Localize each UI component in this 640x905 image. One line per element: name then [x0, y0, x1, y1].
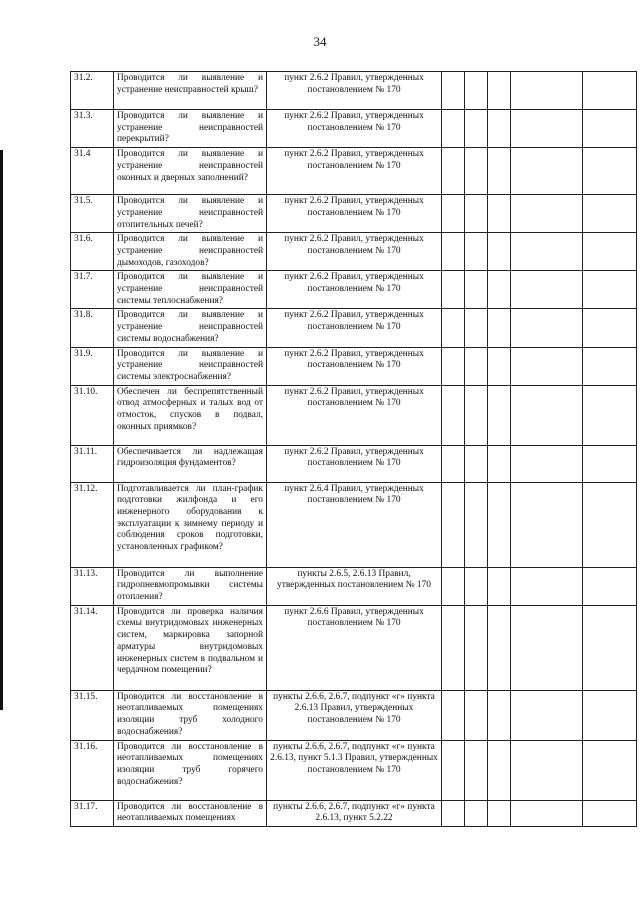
page-number: 34 [313, 34, 327, 49]
row-question: Проводится ли выявление и устранение неисправностей дымоходов, газоходов? [114, 233, 267, 271]
answer-cell[interactable] [511, 740, 583, 800]
answer-cell[interactable] [583, 309, 637, 347]
answer-cell[interactable] [511, 690, 583, 740]
row-reference: пункт 2.6.2 Правил, утвержденных постановлением № 170 [267, 271, 442, 309]
table-row [71, 690, 637, 740]
row-question: Проводится ли выявление и устранение неисправностей системы теплоснабжения? [114, 271, 267, 309]
row-reference: пункты 2.6.5, 2.6.13 Правил, утвержденных постановлением № 170 [267, 567, 442, 605]
answer-cell[interactable] [465, 690, 488, 740]
answer-cell[interactable] [583, 385, 637, 445]
checklist-body [71, 72, 637, 827]
answer-cell[interactable] [442, 605, 465, 690]
table-row [71, 195, 637, 233]
row-reference: пункт 2.6.2 Правил, утвержденных постановлением № 170 [267, 309, 442, 347]
answer-cell[interactable] [488, 482, 511, 567]
row-number: 31.15. [71, 690, 114, 740]
row-reference: пункт 2.6.2 Правил, утвержденных постановлением № 170 [267, 195, 442, 233]
answer-cell[interactable] [442, 347, 465, 385]
table-row [71, 567, 637, 605]
row-reference: пункт 2.6.2 Правил, утвержденных постановлением № 170 [267, 347, 442, 385]
row-reference: пункты 2.6.6, 2.6.7, подпункт «г» пункта 2.6.13 Правил, утвержденных постановлением № 170 [267, 690, 442, 740]
answer-cell[interactable] [488, 271, 511, 309]
row-number: 31.7. [71, 271, 114, 309]
answer-cell[interactable] [488, 110, 511, 148]
row-question: Проводится ли выявление и устранение неисправностей системы водоснабжения? [114, 309, 267, 347]
answer-cell[interactable] [465, 233, 488, 271]
row-number: 31.17. [71, 800, 114, 826]
answer-cell[interactable] [465, 567, 488, 605]
answer-cell[interactable] [442, 482, 465, 567]
answer-cell[interactable] [583, 195, 637, 233]
answer-cell[interactable] [511, 195, 583, 233]
table-row [71, 385, 637, 445]
row-reference: пункт 2.6.2 Правил, утвержденных постановлением № 170 [267, 148, 442, 195]
row-reference: пункт 2.6.2 Правил, утвержденных постановлением № 170 [267, 110, 442, 148]
table-row [71, 72, 637, 110]
answer-cell[interactable] [583, 605, 637, 690]
answer-cell[interactable] [465, 800, 488, 826]
row-number: 31.9. [71, 347, 114, 385]
row-question: Обеспечивается ли надлежащая гидроизоляция фундаментов? [114, 445, 267, 482]
answer-cell[interactable] [583, 482, 637, 567]
answer-cell[interactable] [442, 233, 465, 271]
row-reference: пункт 2.6.2 Правил, утвержденных постановлением № 170 [267, 385, 442, 445]
row-number: 31.13. [71, 567, 114, 605]
answer-cell[interactable] [488, 690, 511, 740]
answer-cell[interactable] [488, 385, 511, 445]
answer-cell[interactable] [488, 195, 511, 233]
row-number: 31.5. [71, 195, 114, 233]
table-row [71, 482, 637, 567]
answer-cell[interactable] [465, 72, 488, 110]
row-question: Проводится ли выявление и устранение неисправностей перекрытий? [114, 110, 267, 148]
table-row [71, 605, 637, 690]
row-reference: пункт 2.6.2 Правил, утвержденных постановлением № 170 [267, 445, 442, 482]
answer-cell[interactable] [583, 800, 637, 826]
answer-cell[interactable] [488, 445, 511, 482]
answer-cell[interactable] [442, 385, 465, 445]
answer-cell[interactable] [488, 800, 511, 826]
answer-cell[interactable] [583, 72, 637, 110]
margin-mark [0, 150, 3, 710]
answer-cell[interactable] [583, 740, 637, 800]
row-reference: пункт 2.6.2 Правил, утвержденных постановлением № 170 [267, 72, 442, 110]
checklist-table [70, 71, 637, 827]
answer-cell[interactable] [583, 110, 637, 148]
answer-cell[interactable] [488, 148, 511, 195]
row-question: Проводится ли восстановление в неотапливаемых помещениях [114, 800, 267, 826]
answer-cell[interactable] [511, 567, 583, 605]
table-row [71, 347, 637, 385]
answer-cell[interactable] [511, 309, 583, 347]
answer-cell[interactable] [511, 385, 583, 445]
answer-cell[interactable] [442, 309, 465, 347]
answer-cell[interactable] [488, 309, 511, 347]
row-number: 31.8. [71, 309, 114, 347]
answer-cell[interactable] [488, 347, 511, 385]
table-row [71, 740, 637, 800]
table-row [71, 233, 637, 271]
answer-cell[interactable] [488, 72, 511, 110]
row-question: Проводится ли восстановление в неотапливаемых помещениях изоляции труб горячего водоснабжения? [114, 740, 267, 800]
answer-cell[interactable] [488, 567, 511, 605]
row-question: Проводится ли выявление и устранение неисправностей системы электроснабжения? [114, 347, 267, 385]
answer-cell[interactable] [442, 690, 465, 740]
answer-cell[interactable] [511, 347, 583, 385]
answer-cell[interactable] [488, 740, 511, 800]
answer-cell[interactable] [511, 445, 583, 482]
row-number: 31.12. [71, 482, 114, 567]
answer-cell[interactable] [465, 309, 488, 347]
table-row [71, 271, 637, 309]
answer-cell[interactable] [465, 271, 488, 309]
answer-cell[interactable] [442, 445, 465, 482]
answer-cell[interactable] [442, 148, 465, 195]
row-number: 31.6. [71, 233, 114, 271]
answer-cell[interactable] [465, 148, 488, 195]
answer-cell[interactable] [511, 233, 583, 271]
answer-cell[interactable] [488, 605, 511, 690]
answer-cell[interactable] [511, 271, 583, 309]
answer-cell[interactable] [488, 233, 511, 271]
answer-cell[interactable] [511, 110, 583, 148]
row-reference: пункт 2.6.6 Правил, утвержденных постановлением № 170 [267, 605, 442, 690]
answer-cell[interactable] [511, 800, 583, 826]
row-question: Подготавливается ли план-график подготовки жилфонда и его инженерного оборудования к эксплуатации к зимнему периоду и соблюдения сроков подготовки, установленных графиком? [114, 482, 267, 567]
answer-cell[interactable] [583, 690, 637, 740]
answer-cell[interactable] [442, 271, 465, 309]
answer-cell[interactable] [511, 482, 583, 567]
answer-cell[interactable] [583, 271, 637, 309]
row-number: 31.11. [71, 445, 114, 482]
table-row [71, 148, 637, 195]
row-question: Проводится ли выполнение гидропневмопромывки системы отопления? [114, 567, 267, 605]
answer-cell[interactable] [465, 605, 488, 690]
row-reference: пункты 2.6.6, 2.6.7, подпункт «г» пункта 2.6.13, пункт 5.1.3 Правил, утвержденных постановлением № 170 [267, 740, 442, 800]
row-question: Обеспечен ли беспрепятственный отвод атмосферных и талых вод от отмосток, спусков в подвал, оконных приямков? [114, 385, 267, 445]
row-number: 31.4 [71, 148, 114, 195]
answer-cell[interactable] [511, 605, 583, 690]
answer-cell[interactable] [442, 567, 465, 605]
answer-cell[interactable] [583, 233, 637, 271]
answer-cell[interactable] [583, 445, 637, 482]
row-reference: пункт 2.6.4 Правил, утвержденных постановлением № 170 [267, 482, 442, 567]
answer-cell[interactable] [465, 195, 488, 233]
row-reference: пункты 2.6.6, 2.6.7, подпункт «г» пункта 2.6.13, пункт 5.2.22 [267, 800, 442, 826]
row-question: Проводится ли выявление и устранение неисправностей оконных и дверных заполнений? [114, 148, 267, 195]
answer-cell[interactable] [465, 482, 488, 567]
table-row [71, 309, 637, 347]
table-row [71, 800, 637, 826]
row-number: 31.2. [71, 72, 114, 110]
answer-cell[interactable] [442, 800, 465, 826]
answer-cell[interactable] [442, 110, 465, 148]
answer-cell[interactable] [465, 385, 488, 445]
answer-cell[interactable] [442, 740, 465, 800]
answer-cell[interactable] [583, 567, 637, 605]
answer-cell[interactable] [465, 347, 488, 385]
row-question: Проводится ли выявление и устранение неисправностей крыш? [114, 72, 267, 110]
row-question: Проводится ли проверка наличия схемы внутридомовых инженерных систем, маркировка запорной арматуры внутридомовых инженерных систем в подвальном и чердачном помещении? [114, 605, 267, 690]
answer-cell[interactable] [511, 72, 583, 110]
answer-cell[interactable] [442, 195, 465, 233]
answer-cell[interactable] [583, 347, 637, 385]
row-question: Проводится ли восстановление в неотапливаемых помещениях изоляции труб холодного водоснабжения? [114, 690, 267, 740]
row-reference: пункт 2.6.2 Правил, утвержденных постановлением № 170 [267, 233, 442, 271]
table-row [71, 445, 637, 482]
row-number: 31.14. [71, 605, 114, 690]
answer-cell[interactable] [465, 110, 488, 148]
row-question: Проводится ли выявление и устранение неисправностей отопительных печей? [114, 195, 267, 233]
answer-cell[interactable] [465, 445, 488, 482]
row-number: 31.16. [71, 740, 114, 800]
table-row [71, 110, 637, 148]
row-number: 31.3. [71, 110, 114, 148]
answer-cell[interactable] [511, 148, 583, 195]
answer-cell[interactable] [465, 740, 488, 800]
answer-cell[interactable] [583, 148, 637, 195]
row-number: 31.10. [71, 385, 114, 445]
answer-cell[interactable] [442, 72, 465, 110]
